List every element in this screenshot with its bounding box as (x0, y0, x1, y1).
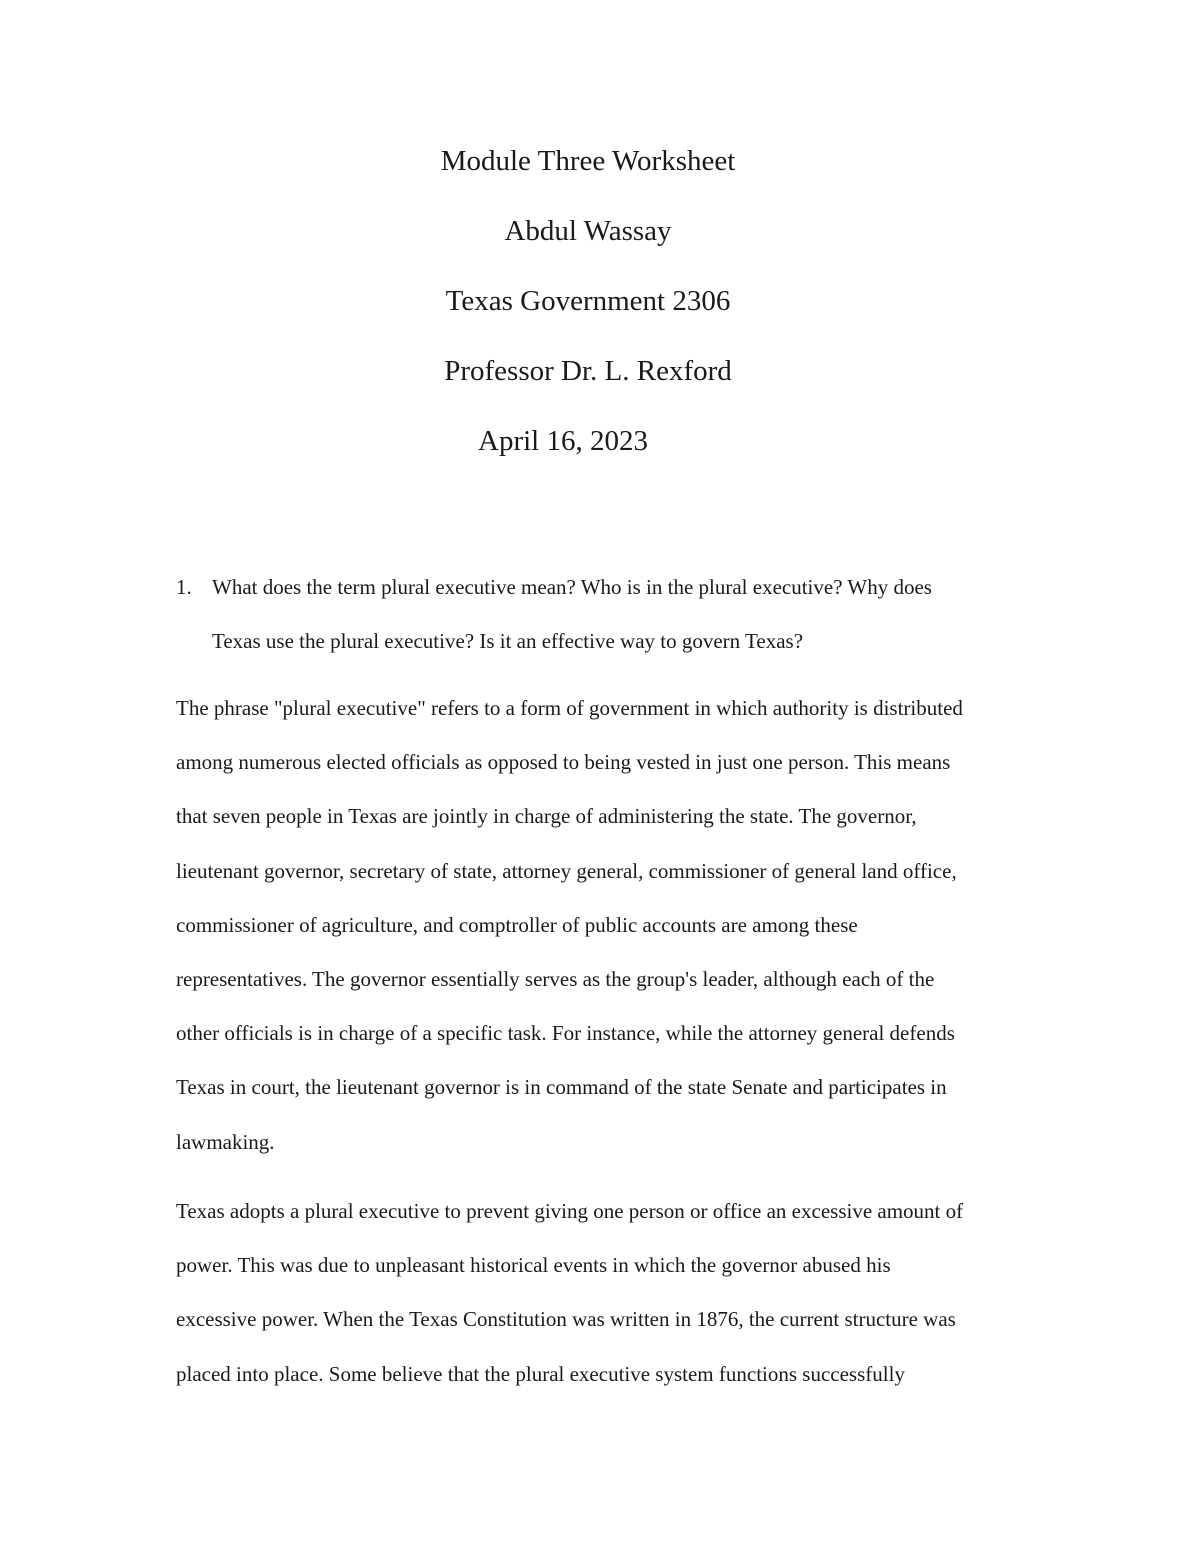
paragraph-line: that seven people in Texas are jointly in charge of administering the state. The governor, (176, 804, 917, 829)
author-name: Abdul Wassay (504, 215, 672, 247)
paragraph-line: excessive power. When the Texas Constitution was written in 1876, the current structure was (176, 1307, 956, 1332)
question-text (212, 560, 1056, 668)
course-name: Texas Government 2306 (445, 285, 731, 317)
professor-name: Professor Dr. L. Rexford (444, 355, 732, 387)
document-date: April 16, 2023 (478, 425, 648, 457)
paragraph-line: The phrase "plural executive" refers to a form of government in which authority is distributed (176, 696, 963, 720)
document-title: Module Three Worksheet (440, 145, 736, 177)
paragraph-line: other officials is in charge of a specific task. For instance, while the attorney general defends (176, 1021, 955, 1046)
question-line: Texas use the plural executive? Is it an effective way to govern Texas? (212, 629, 804, 653)
paragraph-line: Texas adopts a plural executive to prevent giving one person or office an excessive amount of (176, 1199, 964, 1223)
paragraph-line: lieutenant governor, secretary of state, attorney general, commissioner of general land office, (176, 858, 957, 883)
paragraph-line: representatives. The governor essentially serves as the group's leader, although each of the (176, 967, 935, 992)
paragraph-line: among numerous elected officials as opposed to being vested in just one person. This means (176, 750, 951, 775)
answer-paragraph-1 (176, 681, 1076, 1169)
paragraph-line: lawmaking. (176, 1129, 275, 1154)
question-line: What does the term plural executive mean? Who is in the plural executive? Why does (212, 575, 932, 599)
question-number: 1. (176, 575, 192, 599)
paragraph-line: commissioner of agriculture, and comptroller of public accounts are among these (176, 912, 858, 937)
question-1 (176, 560, 1056, 668)
answer-paragraph-2 (176, 1184, 1076, 1401)
paragraph-line: placed into place. Some believe that the plural executive system functions successfully (176, 1361, 905, 1386)
paragraph-line: power. This was due to unpleasant historical events in which the governor abused his (176, 1253, 891, 1278)
paragraph-line: Texas in court, the lieutenant governor is in command of the state Senate and participates in (176, 1075, 947, 1100)
